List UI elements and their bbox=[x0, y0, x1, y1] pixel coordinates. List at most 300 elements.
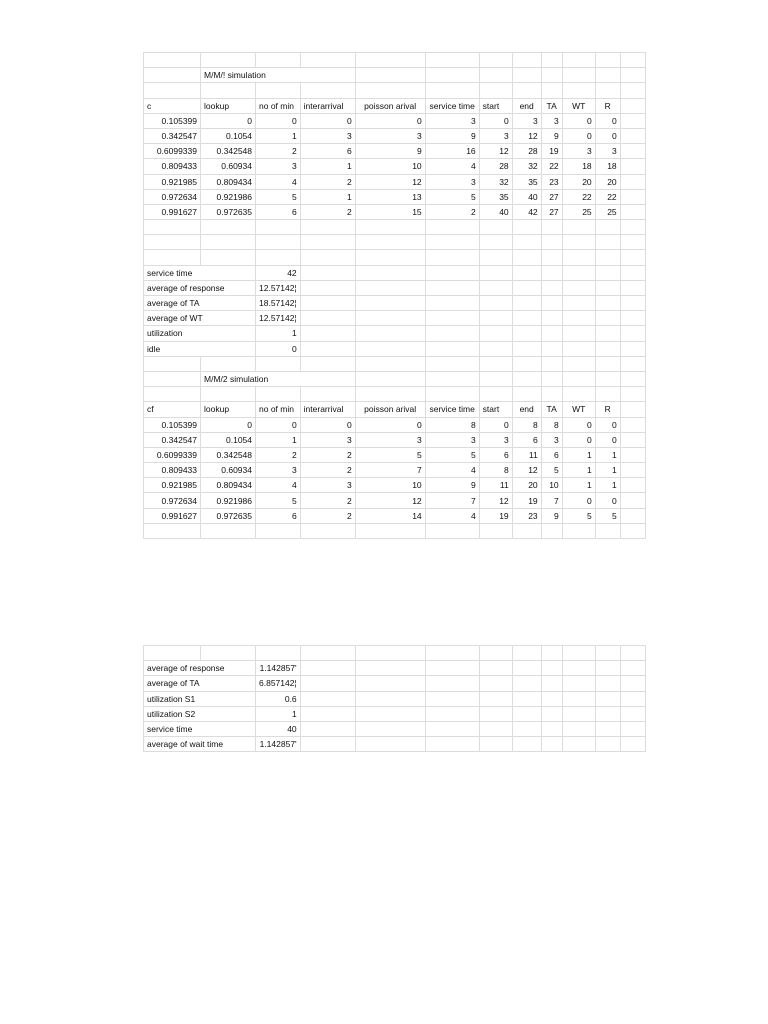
empty-cell[interactable] bbox=[620, 296, 645, 311]
table-cell[interactable]: 27 bbox=[541, 204, 562, 219]
stat-label[interactable]: average of wait time bbox=[144, 737, 256, 752]
empty-cell[interactable] bbox=[541, 661, 562, 676]
empty-cell[interactable] bbox=[620, 341, 645, 356]
table-cell[interactable]: 35 bbox=[479, 189, 512, 204]
table-cell[interactable]: 0 bbox=[562, 128, 595, 143]
empty-cell[interactable] bbox=[620, 265, 645, 280]
empty-cell[interactable] bbox=[595, 280, 620, 295]
header-cell[interactable]: poisson arival bbox=[355, 402, 425, 417]
table-cell[interactable]: 3 bbox=[425, 113, 479, 128]
table-cell[interactable]: 1 bbox=[300, 159, 355, 174]
empty-cell[interactable] bbox=[562, 311, 595, 326]
empty-cell[interactable] bbox=[425, 311, 479, 326]
stat-label[interactable]: utilization S2 bbox=[144, 706, 256, 721]
table-cell[interactable]: 0.972635 bbox=[201, 204, 256, 219]
empty-cell[interactable] bbox=[541, 691, 562, 706]
table-cell[interactable]: 15 bbox=[355, 204, 425, 219]
table-cell[interactable]: 3 bbox=[541, 113, 562, 128]
table-cell[interactable]: 8 bbox=[479, 463, 512, 478]
empty-cell[interactable] bbox=[479, 737, 512, 752]
empty-cell[interactable] bbox=[479, 296, 512, 311]
table-cell[interactable]: 1 bbox=[300, 189, 355, 204]
table-cell[interactable]: 0.342548 bbox=[201, 144, 256, 159]
table-cell[interactable]: 12 bbox=[479, 144, 512, 159]
table-cell[interactable]: 6 bbox=[541, 447, 562, 462]
empty-cell[interactable] bbox=[541, 280, 562, 295]
empty-cell[interactable] bbox=[512, 661, 541, 676]
table-cell[interactable]: 2 bbox=[300, 508, 355, 523]
table-cell[interactable]: 2 bbox=[300, 174, 355, 189]
empty-cell[interactable] bbox=[425, 326, 479, 341]
header-cell[interactable]: TA bbox=[541, 98, 562, 113]
table-cell[interactable]: 0.60934 bbox=[201, 463, 256, 478]
empty-cell[interactable] bbox=[562, 296, 595, 311]
table-cell[interactable]: 3 bbox=[541, 432, 562, 447]
empty-cell[interactable] bbox=[512, 280, 541, 295]
empty-cell[interactable] bbox=[479, 706, 512, 721]
empty-cell[interactable] bbox=[425, 737, 479, 752]
header-cell[interactable]: c bbox=[144, 98, 201, 113]
empty-cell[interactable] bbox=[595, 311, 620, 326]
table-cell[interactable]: 40 bbox=[479, 204, 512, 219]
table-cell[interactable]: 1 bbox=[595, 478, 620, 493]
empty-cell[interactable] bbox=[541, 296, 562, 311]
table-cell[interactable]: 11 bbox=[479, 478, 512, 493]
empty-cell[interactable] bbox=[562, 676, 595, 691]
table-cell[interactable]: 18 bbox=[595, 159, 620, 174]
table-cell[interactable]: 2 bbox=[256, 144, 301, 159]
empty-cell[interactable] bbox=[300, 706, 355, 721]
table-cell[interactable]: 0.105399 bbox=[144, 417, 201, 432]
table-cell[interactable]: 8 bbox=[541, 417, 562, 432]
empty-cell[interactable] bbox=[355, 661, 425, 676]
table-cell[interactable]: 2 bbox=[300, 447, 355, 462]
empty-cell[interactable] bbox=[562, 706, 595, 721]
table-cell[interactable]: 7 bbox=[425, 493, 479, 508]
stat-label[interactable]: average of TA bbox=[144, 296, 256, 311]
empty-cell[interactable] bbox=[512, 311, 541, 326]
empty-cell[interactable] bbox=[541, 311, 562, 326]
empty-cell[interactable] bbox=[620, 326, 645, 341]
table-cell[interactable]: 0 bbox=[562, 417, 595, 432]
empty-cell[interactable] bbox=[562, 326, 595, 341]
empty-cell[interactable] bbox=[479, 280, 512, 295]
stat-value[interactable]: 1.142857' bbox=[256, 737, 301, 752]
stat-label[interactable]: average of TA bbox=[144, 676, 256, 691]
table-cell[interactable]: 5 bbox=[541, 463, 562, 478]
table-cell[interactable]: 8 bbox=[425, 417, 479, 432]
table-cell[interactable]: 0.809434 bbox=[201, 174, 256, 189]
empty-cell[interactable] bbox=[541, 265, 562, 280]
table-cell[interactable]: 5 bbox=[562, 508, 595, 523]
header-cell[interactable]: R bbox=[595, 402, 620, 417]
table-cell[interactable]: 0 bbox=[479, 113, 512, 128]
table-cell[interactable]: 5 bbox=[355, 447, 425, 462]
table-cell[interactable]: 0.1054 bbox=[201, 432, 256, 447]
table-cell[interactable]: 2 bbox=[300, 493, 355, 508]
table-cell[interactable]: 3 bbox=[355, 432, 425, 447]
stat-label[interactable]: service time bbox=[144, 721, 256, 736]
table-cell[interactable]: 0.1054 bbox=[201, 128, 256, 143]
empty-cell[interactable] bbox=[479, 661, 512, 676]
table-cell[interactable]: 20 bbox=[562, 174, 595, 189]
empty-cell[interactable] bbox=[512, 326, 541, 341]
empty-cell[interactable] bbox=[512, 296, 541, 311]
empty-cell[interactable] bbox=[425, 721, 479, 736]
empty-cell[interactable] bbox=[541, 737, 562, 752]
empty-cell[interactable] bbox=[479, 676, 512, 691]
empty-cell[interactable] bbox=[512, 341, 541, 356]
table-cell[interactable]: 0.972634 bbox=[144, 189, 201, 204]
table-cell[interactable]: 0.809434 bbox=[201, 478, 256, 493]
table-cell[interactable]: 1 bbox=[256, 128, 301, 143]
header-cell[interactable]: R bbox=[595, 98, 620, 113]
empty-cell[interactable] bbox=[541, 721, 562, 736]
stat-label[interactable]: average of WT bbox=[144, 311, 256, 326]
empty-cell[interactable] bbox=[425, 706, 479, 721]
stat-label[interactable]: utilization S1 bbox=[144, 691, 256, 706]
stat-label[interactable]: average of response bbox=[144, 661, 256, 676]
table-cell[interactable]: 0.105399 bbox=[144, 113, 201, 128]
empty-cell[interactable] bbox=[425, 691, 479, 706]
stat-value[interactable]: 12.57142¦ bbox=[256, 280, 301, 295]
table-cell[interactable]: 0 bbox=[562, 432, 595, 447]
empty-cell[interactable] bbox=[620, 508, 645, 523]
header-cell[interactable]: start bbox=[479, 98, 512, 113]
table-cell[interactable]: 0.342547 bbox=[144, 432, 201, 447]
table-cell[interactable]: 3 bbox=[479, 128, 512, 143]
header-cell[interactable]: end bbox=[512, 402, 541, 417]
table-cell[interactable]: 40 bbox=[512, 189, 541, 204]
stat-value[interactable]: 12.57142¦ bbox=[256, 311, 301, 326]
header-cell[interactable]: lookup bbox=[201, 402, 256, 417]
header-cell[interactable]: lookup bbox=[201, 98, 256, 113]
header-cell[interactable]: interarrival bbox=[300, 98, 355, 113]
table-cell[interactable]: 6 bbox=[512, 432, 541, 447]
empty-cell[interactable] bbox=[562, 737, 595, 752]
table-cell[interactable]: 20 bbox=[595, 174, 620, 189]
empty-cell[interactable] bbox=[562, 341, 595, 356]
table-cell[interactable]: 1 bbox=[562, 478, 595, 493]
table-cell[interactable]: 23 bbox=[512, 508, 541, 523]
table-cell[interactable]: 28 bbox=[479, 159, 512, 174]
table-cell[interactable]: 6 bbox=[479, 447, 512, 462]
table-cell[interactable]: 5 bbox=[425, 447, 479, 462]
table-cell[interactable]: 19 bbox=[512, 493, 541, 508]
empty-cell[interactable] bbox=[479, 326, 512, 341]
empty-cell[interactable] bbox=[595, 661, 620, 676]
table-cell[interactable]: 3 bbox=[300, 478, 355, 493]
table-cell[interactable]: 35 bbox=[512, 174, 541, 189]
table-cell[interactable]: 19 bbox=[541, 144, 562, 159]
table-cell[interactable]: 9 bbox=[541, 128, 562, 143]
empty-cell[interactable] bbox=[512, 691, 541, 706]
table-cell[interactable]: 0.809433 bbox=[144, 159, 201, 174]
table-cell[interactable]: 2 bbox=[256, 447, 301, 462]
table-cell[interactable]: 1 bbox=[562, 447, 595, 462]
empty-cell[interactable] bbox=[620, 113, 645, 128]
table-cell[interactable]: 18 bbox=[562, 159, 595, 174]
empty-cell[interactable] bbox=[620, 737, 645, 752]
table-cell[interactable]: 3 bbox=[512, 113, 541, 128]
table-cell[interactable]: 0.991627 bbox=[144, 508, 201, 523]
empty-cell[interactable] bbox=[620, 478, 645, 493]
table-cell[interactable]: 0 bbox=[256, 113, 301, 128]
table-cell[interactable]: 27 bbox=[541, 189, 562, 204]
stat-value[interactable]: 6.857142¦ bbox=[256, 676, 301, 691]
empty-cell[interactable] bbox=[300, 661, 355, 676]
header-cell[interactable]: service time bbox=[425, 402, 479, 417]
empty-cell[interactable] bbox=[355, 676, 425, 691]
table-cell[interactable]: 0.991627 bbox=[144, 204, 201, 219]
table-cell[interactable]: 8 bbox=[512, 417, 541, 432]
table-cell[interactable]: 0 bbox=[595, 113, 620, 128]
table-cell[interactable]: 0.6099339 bbox=[144, 144, 201, 159]
empty-cell[interactable] bbox=[541, 706, 562, 721]
empty-cell[interactable] bbox=[512, 706, 541, 721]
empty-cell[interactable] bbox=[355, 706, 425, 721]
table-cell[interactable]: 3 bbox=[425, 174, 479, 189]
table-cell[interactable]: 3 bbox=[355, 128, 425, 143]
table-cell[interactable]: 9 bbox=[541, 508, 562, 523]
table-cell[interactable]: 3 bbox=[256, 463, 301, 478]
table-cell[interactable]: 0.809433 bbox=[144, 463, 201, 478]
table-cell[interactable]: 0 bbox=[562, 113, 595, 128]
table-cell[interactable]: 0 bbox=[256, 417, 301, 432]
empty-cell[interactable] bbox=[620, 417, 645, 432]
header-cell[interactable]: WT bbox=[562, 402, 595, 417]
empty-cell[interactable] bbox=[620, 493, 645, 508]
empty-cell[interactable] bbox=[300, 341, 355, 356]
empty-cell[interactable] bbox=[355, 280, 425, 295]
table-cell[interactable]: 10 bbox=[355, 478, 425, 493]
table-cell[interactable]: 12 bbox=[512, 463, 541, 478]
empty-cell[interactable] bbox=[300, 265, 355, 280]
stat-value[interactable]: 40 bbox=[256, 721, 301, 736]
table-cell[interactable]: 0.60934 bbox=[201, 159, 256, 174]
table-cell[interactable]: 6 bbox=[256, 204, 301, 219]
table-cell[interactable]: 0 bbox=[595, 128, 620, 143]
table-cell[interactable]: 1 bbox=[595, 447, 620, 462]
table-cell[interactable]: 3 bbox=[479, 432, 512, 447]
table-cell[interactable]: 3 bbox=[300, 128, 355, 143]
empty-cell[interactable] bbox=[300, 280, 355, 295]
table-cell[interactable]: 6 bbox=[256, 508, 301, 523]
table-cell[interactable]: 32 bbox=[479, 174, 512, 189]
table-cell[interactable]: 0.921985 bbox=[144, 478, 201, 493]
empty-cell[interactable] bbox=[300, 676, 355, 691]
table-cell[interactable]: 9 bbox=[425, 128, 479, 143]
mm2-title[interactable]: M/M/2 simulation bbox=[201, 371, 356, 386]
table-cell[interactable]: 12 bbox=[479, 493, 512, 508]
stat-value[interactable]: 0 bbox=[256, 341, 301, 356]
table-cell[interactable]: 0 bbox=[355, 417, 425, 432]
empty-cell[interactable] bbox=[479, 721, 512, 736]
stat-value[interactable]: 42 bbox=[256, 265, 301, 280]
empty-cell[interactable] bbox=[425, 265, 479, 280]
empty-cell[interactable] bbox=[562, 691, 595, 706]
empty-cell[interactable] bbox=[595, 265, 620, 280]
mm1-title[interactable]: M/M/! simulation bbox=[201, 68, 356, 83]
empty-cell[interactable] bbox=[479, 311, 512, 326]
empty-cell[interactable] bbox=[300, 311, 355, 326]
table-cell[interactable]: 0.6099339 bbox=[144, 447, 201, 462]
empty-cell[interactable] bbox=[620, 463, 645, 478]
table-cell[interactable]: 22 bbox=[541, 159, 562, 174]
table-cell[interactable]: 9 bbox=[425, 478, 479, 493]
table-cell[interactable]: 0.972635 bbox=[201, 508, 256, 523]
empty-cell[interactable] bbox=[620, 447, 645, 462]
empty-cell[interactable] bbox=[595, 691, 620, 706]
table-cell[interactable]: 1 bbox=[256, 432, 301, 447]
empty-cell[interactable] bbox=[620, 174, 645, 189]
empty-cell[interactable] bbox=[300, 721, 355, 736]
table-cell[interactable]: 25 bbox=[562, 204, 595, 219]
header-cell[interactable]: WT bbox=[562, 98, 595, 113]
stat-label[interactable]: idle bbox=[144, 341, 256, 356]
empty-cell[interactable] bbox=[355, 311, 425, 326]
empty-cell[interactable] bbox=[300, 326, 355, 341]
table-cell[interactable]: 12 bbox=[512, 128, 541, 143]
empty-cell[interactable] bbox=[620, 144, 645, 159]
table-cell[interactable]: 6 bbox=[300, 144, 355, 159]
empty-cell[interactable] bbox=[620, 676, 645, 691]
empty-cell[interactable] bbox=[425, 296, 479, 311]
table-cell[interactable]: 3 bbox=[562, 144, 595, 159]
empty-cell[interactable] bbox=[620, 204, 645, 219]
empty-cell[interactable] bbox=[355, 265, 425, 280]
table-cell[interactable]: 4 bbox=[425, 159, 479, 174]
empty-cell[interactable] bbox=[425, 280, 479, 295]
empty-cell[interactable] bbox=[595, 341, 620, 356]
empty-cell[interactable] bbox=[512, 737, 541, 752]
table-cell[interactable]: 2 bbox=[300, 204, 355, 219]
stat-value[interactable]: 0.6 bbox=[256, 691, 301, 706]
table-cell[interactable]: 0 bbox=[355, 113, 425, 128]
empty-cell[interactable] bbox=[512, 676, 541, 691]
table-cell[interactable]: 0.342548 bbox=[201, 447, 256, 462]
empty-cell[interactable] bbox=[595, 676, 620, 691]
table-cell[interactable]: 3 bbox=[256, 159, 301, 174]
table-cell[interactable]: 4 bbox=[256, 478, 301, 493]
table-cell[interactable]: 3 bbox=[595, 144, 620, 159]
empty-cell[interactable] bbox=[595, 706, 620, 721]
empty-cell[interactable] bbox=[620, 189, 645, 204]
empty-cell[interactable] bbox=[355, 737, 425, 752]
table-cell[interactable]: 0 bbox=[300, 113, 355, 128]
header-cell[interactable]: interarrival bbox=[300, 402, 355, 417]
empty-cell[interactable] bbox=[620, 128, 645, 143]
table-cell[interactable]: 9 bbox=[355, 144, 425, 159]
table-cell[interactable]: 0 bbox=[201, 113, 256, 128]
empty-cell[interactable] bbox=[300, 296, 355, 311]
empty-cell[interactable] bbox=[425, 341, 479, 356]
table-cell[interactable]: 16 bbox=[425, 144, 479, 159]
table-cell[interactable]: 4 bbox=[256, 174, 301, 189]
table-cell[interactable]: 10 bbox=[355, 159, 425, 174]
header-cell[interactable]: end bbox=[512, 98, 541, 113]
table-cell[interactable]: 7 bbox=[541, 493, 562, 508]
table-cell[interactable]: 11 bbox=[512, 447, 541, 462]
table-cell[interactable]: 25 bbox=[595, 204, 620, 219]
table-cell[interactable]: 4 bbox=[425, 463, 479, 478]
empty-cell[interactable] bbox=[355, 691, 425, 706]
header-cell[interactable]: no of min bbox=[256, 402, 301, 417]
table-cell[interactable]: 0.342547 bbox=[144, 128, 201, 143]
header-cell[interactable]: cf bbox=[144, 402, 201, 417]
table-cell[interactable]: 2 bbox=[300, 463, 355, 478]
table-cell[interactable]: 1 bbox=[562, 463, 595, 478]
table-cell[interactable]: 0 bbox=[595, 417, 620, 432]
empty-cell[interactable] bbox=[479, 341, 512, 356]
header-cell[interactable]: poisson arival bbox=[355, 98, 425, 113]
empty-cell[interactable] bbox=[620, 706, 645, 721]
empty-cell[interactable] bbox=[620, 432, 645, 447]
empty-cell[interactable] bbox=[541, 676, 562, 691]
table-cell[interactable]: 12 bbox=[355, 493, 425, 508]
table-cell[interactable]: 23 bbox=[541, 174, 562, 189]
empty-cell[interactable] bbox=[425, 676, 479, 691]
table-cell[interactable]: 0.921986 bbox=[201, 493, 256, 508]
table-cell[interactable]: 42 bbox=[512, 204, 541, 219]
stat-value[interactable]: 1.142857' bbox=[256, 661, 301, 676]
empty-cell[interactable] bbox=[562, 661, 595, 676]
empty-cell[interactable] bbox=[425, 661, 479, 676]
header-cell[interactable]: service time bbox=[425, 98, 479, 113]
table-cell[interactable]: 12 bbox=[355, 174, 425, 189]
empty-cell[interactable] bbox=[562, 280, 595, 295]
table-cell[interactable]: 0.921986 bbox=[201, 189, 256, 204]
table-cell[interactable]: 1 bbox=[595, 463, 620, 478]
header-cell[interactable]: TA bbox=[541, 402, 562, 417]
table-cell[interactable]: 0 bbox=[300, 417, 355, 432]
table-cell[interactable]: 3 bbox=[300, 432, 355, 447]
table-cell[interactable]: 5 bbox=[425, 189, 479, 204]
table-cell[interactable]: 19 bbox=[479, 508, 512, 523]
empty-cell[interactable] bbox=[595, 296, 620, 311]
table-cell[interactable]: 5 bbox=[595, 508, 620, 523]
table-cell[interactable]: 0 bbox=[201, 417, 256, 432]
table-cell[interactable]: 0 bbox=[595, 493, 620, 508]
empty-cell[interactable] bbox=[595, 721, 620, 736]
stat-value[interactable]: 1 bbox=[256, 326, 301, 341]
empty-cell[interactable] bbox=[479, 265, 512, 280]
header-cell[interactable]: no of min bbox=[256, 98, 301, 113]
table-cell[interactable]: 20 bbox=[512, 478, 541, 493]
table-cell[interactable]: 0.921985 bbox=[144, 174, 201, 189]
empty-cell[interactable] bbox=[300, 691, 355, 706]
empty-cell[interactable] bbox=[512, 721, 541, 736]
table-cell[interactable]: 2 bbox=[425, 204, 479, 219]
table-cell[interactable]: 28 bbox=[512, 144, 541, 159]
empty-cell[interactable] bbox=[300, 737, 355, 752]
empty-cell[interactable] bbox=[620, 280, 645, 295]
empty-cell[interactable] bbox=[620, 721, 645, 736]
stat-value[interactable]: 1 bbox=[256, 706, 301, 721]
header-cell[interactable]: start bbox=[479, 402, 512, 417]
stat-label[interactable]: service time bbox=[144, 265, 256, 280]
table-cell[interactable]: 32 bbox=[512, 159, 541, 174]
table-cell[interactable]: 3 bbox=[425, 432, 479, 447]
table-cell[interactable]: 5 bbox=[256, 189, 301, 204]
table-cell[interactable]: 7 bbox=[355, 463, 425, 478]
empty-cell[interactable] bbox=[355, 721, 425, 736]
empty-cell[interactable] bbox=[562, 265, 595, 280]
stat-value[interactable]: 18.57142¦ bbox=[256, 296, 301, 311]
empty-cell[interactable] bbox=[355, 296, 425, 311]
empty-cell[interactable] bbox=[541, 341, 562, 356]
table-cell[interactable]: 0.972634 bbox=[144, 493, 201, 508]
